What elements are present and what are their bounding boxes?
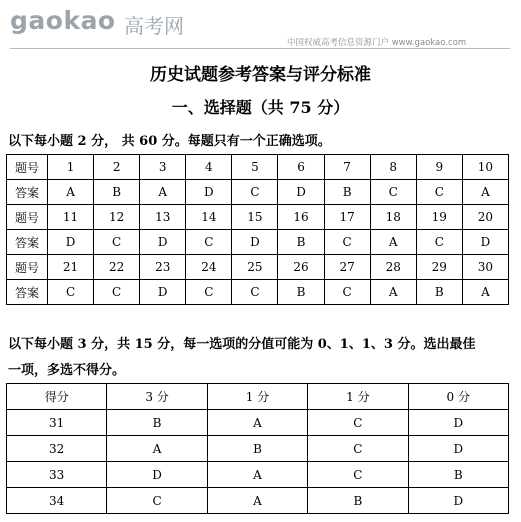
answer-table-part2	[6, 383, 509, 514]
section-title: 一、选择题（共 75 分）	[171, 98, 350, 117]
answer-cell: C	[186, 280, 232, 305]
answer-table-part1	[6, 154, 509, 305]
question-number: 3	[140, 155, 186, 180]
answer-cell: D	[107, 462, 207, 488]
instruction-part2-line2: 一项，多选不得分。	[8, 363, 126, 378]
answer-cell: C	[324, 280, 370, 305]
answer-cell: B	[278, 230, 324, 255]
answer-cell: A	[370, 230, 416, 255]
column-header: 1 分	[207, 384, 307, 410]
question-number: 10	[462, 155, 508, 180]
question-number: 28	[370, 255, 416, 280]
question-number: 31	[7, 410, 107, 436]
instruction-part1: 以下每小题 2 分， 共 60 分。每题只有一个正确选项。	[8, 134, 331, 149]
answer-cell: B	[308, 488, 408, 514]
table-row	[7, 488, 509, 514]
answer-cell: C	[48, 280, 94, 305]
answer-cell: A	[48, 180, 94, 205]
site-logo[interactable]: gaokao	[10, 6, 116, 35]
answer-cell: A	[107, 436, 207, 462]
answer-cell: C	[232, 180, 278, 205]
question-number: 24	[186, 255, 232, 280]
question-number: 15	[232, 205, 278, 230]
answer-cell: C	[186, 230, 232, 255]
question-number: 22	[94, 255, 140, 280]
answer-cell: D	[278, 180, 324, 205]
site-header	[0, 0, 521, 48]
answer-row	[7, 230, 509, 255]
column-header: 1 分	[308, 384, 408, 410]
answer-cell: A	[207, 462, 307, 488]
question-number: 34	[7, 488, 107, 514]
table-row	[7, 410, 509, 436]
answer-cell: D	[408, 436, 508, 462]
question-number: 12	[94, 205, 140, 230]
question-number: 27	[324, 255, 370, 280]
answer-cell: A	[370, 280, 416, 305]
answer-cell: D	[408, 410, 508, 436]
answer-cell: D	[140, 230, 186, 255]
answer-cell: A	[462, 180, 508, 205]
answer-cell: B	[416, 280, 462, 305]
question-number: 33	[7, 462, 107, 488]
answer-cell: A	[462, 280, 508, 305]
answer-cell: C	[308, 462, 408, 488]
answer-cell: B	[107, 410, 207, 436]
answer-cell: A	[207, 410, 307, 436]
question-number: 17	[324, 205, 370, 230]
answer-cell: B	[278, 280, 324, 305]
answer-cell: C	[107, 488, 207, 514]
question-number: 1	[48, 155, 94, 180]
instruction-part2-line1: 以下每小题 3 分，共 15 分，每一选项的分值可能为 0、1、1、3 分。选出最佳	[8, 337, 476, 352]
question-number: 16	[278, 205, 324, 230]
answer-cell: C	[416, 230, 462, 255]
answer-cell: D	[462, 230, 508, 255]
row-label: 答案	[7, 280, 48, 305]
question-number: 18	[370, 205, 416, 230]
question-number: 29	[416, 255, 462, 280]
question-number: 2	[94, 155, 140, 180]
question-number: 23	[140, 255, 186, 280]
row-label: 答案	[7, 180, 48, 205]
answer-cell: C	[94, 280, 140, 305]
column-header: 3 分	[107, 384, 207, 410]
answer-cell: B	[408, 462, 508, 488]
answer-cell: A	[207, 488, 307, 514]
answer-cell: C	[94, 230, 140, 255]
question-number: 9	[416, 155, 462, 180]
question-number: 19	[416, 205, 462, 230]
answer-cell: B	[94, 180, 140, 205]
answer-row	[7, 180, 509, 205]
header-divider	[10, 48, 510, 49]
row-label: 题号	[7, 205, 48, 230]
site-logo-cn[interactable]: 高考网	[124, 14, 184, 38]
answer-row	[7, 280, 509, 305]
answer-cell: D	[408, 488, 508, 514]
row-label: 答案	[7, 230, 48, 255]
answer-cell: C	[232, 280, 278, 305]
site-tagline: 中国权威高考信息资源门户 www.gaokao.com	[287, 38, 467, 48]
answer-cell: C	[370, 180, 416, 205]
question-number-row	[7, 155, 509, 180]
question-number: 7	[324, 155, 370, 180]
question-number: 25	[232, 255, 278, 280]
answer-cell: A	[140, 180, 186, 205]
answer-cell: C	[308, 410, 408, 436]
question-number: 14	[186, 205, 232, 230]
question-number: 5	[232, 155, 278, 180]
answer-cell: D	[232, 230, 278, 255]
question-number: 32	[7, 436, 107, 462]
answer-cell: C	[324, 230, 370, 255]
answer-cell: D	[48, 230, 94, 255]
question-number: 20	[462, 205, 508, 230]
row-label: 题号	[7, 255, 48, 280]
answer-cell: C	[308, 436, 408, 462]
document-title: 历史试题参考答案与评分标准	[150, 65, 371, 85]
question-number: 13	[140, 205, 186, 230]
question-number-row	[7, 255, 509, 280]
answer-cell: D	[140, 280, 186, 305]
question-number: 4	[186, 155, 232, 180]
row-label: 题号	[7, 155, 48, 180]
question-number-row	[7, 205, 509, 230]
answer-cell: D	[186, 180, 232, 205]
column-header: 得分	[7, 384, 107, 410]
answer-cell: B	[207, 436, 307, 462]
score-header-row	[7, 384, 509, 410]
column-header: 0 分	[408, 384, 508, 410]
answer-cell: C	[416, 180, 462, 205]
answer-cell: B	[324, 180, 370, 205]
question-number: 26	[278, 255, 324, 280]
table-row	[7, 436, 509, 462]
question-number: 21	[48, 255, 94, 280]
question-number: 6	[278, 155, 324, 180]
question-number: 30	[462, 255, 508, 280]
table-row	[7, 462, 509, 488]
question-number: 8	[370, 155, 416, 180]
question-number: 11	[48, 205, 94, 230]
